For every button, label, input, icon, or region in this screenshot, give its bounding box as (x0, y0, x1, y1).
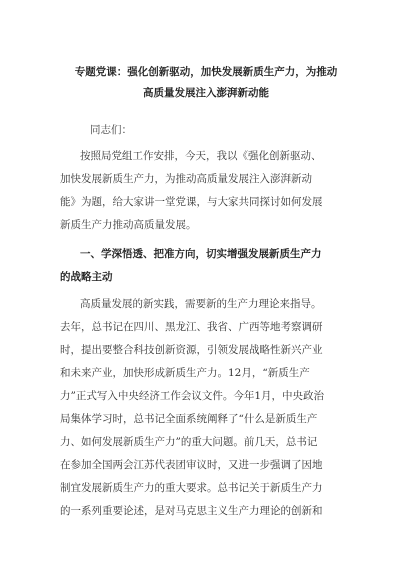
text-line: 去年，总书记在四川、黑龙江、我省、广西等地考察调研 (60, 321, 323, 333)
text-line: 局集体学习时，总书记全面系统阐释了“什么是新质生产 (60, 413, 318, 425)
text-line: 制宜发展新质生产力的重大要求。总书记关于新质生产力 (60, 482, 323, 494)
text-line: 和未来产业，加快形成新质生产力。12月，“新质生产 (60, 367, 310, 379)
text-line: 按照局党组工作安排，今天，我以《强化创新驱动、 (80, 150, 322, 162)
text-line: 的一系列重要论述，是对马克思主义生产力理论的创新和 (60, 505, 323, 517)
text-line: 新质生产力推动高质量发展。 (60, 219, 197, 231)
title-line: 专题党课：强化创新驱动，加快发展新质生产力，为推动 (74, 66, 338, 78)
text-line: 能》为题，给大家讲一堂党课，与大家共同探讨如何发展 (60, 196, 323, 208)
title-line: 高质量发展注入澎湃新动能 (143, 87, 269, 99)
text-line: 加快发展新质生产力，为推动高质量发展注入澎湃新动 (60, 173, 312, 185)
intro-paragraph (60, 145, 352, 237)
document-title (60, 62, 352, 104)
section-body-paragraph (60, 293, 352, 523)
text-line: 在参加全国两会江苏代表团审议时，又进一步强调了因地 (60, 459, 323, 471)
section-heading (60, 243, 352, 289)
heading-line: 一、学深悟透、把准方向，切实增强发展新质生产力 (80, 248, 322, 260)
text-line: 力、如何发展新质生产力”的重大问题。前几天，总书记 (60, 436, 318, 448)
greeting: 同志们： (90, 124, 132, 136)
text-line: 时，提出要整合科技创新资源，引领发展战略性新兴产业 (60, 344, 323, 356)
text-line: 高质量发展的新实践，需要新的生产力理论来指导。 (80, 298, 322, 310)
text-line: 力”正式写入中央经济工作会议文件。今年1月，中央政治 (60, 390, 325, 402)
heading-line: 的战略主动 (60, 271, 113, 283)
